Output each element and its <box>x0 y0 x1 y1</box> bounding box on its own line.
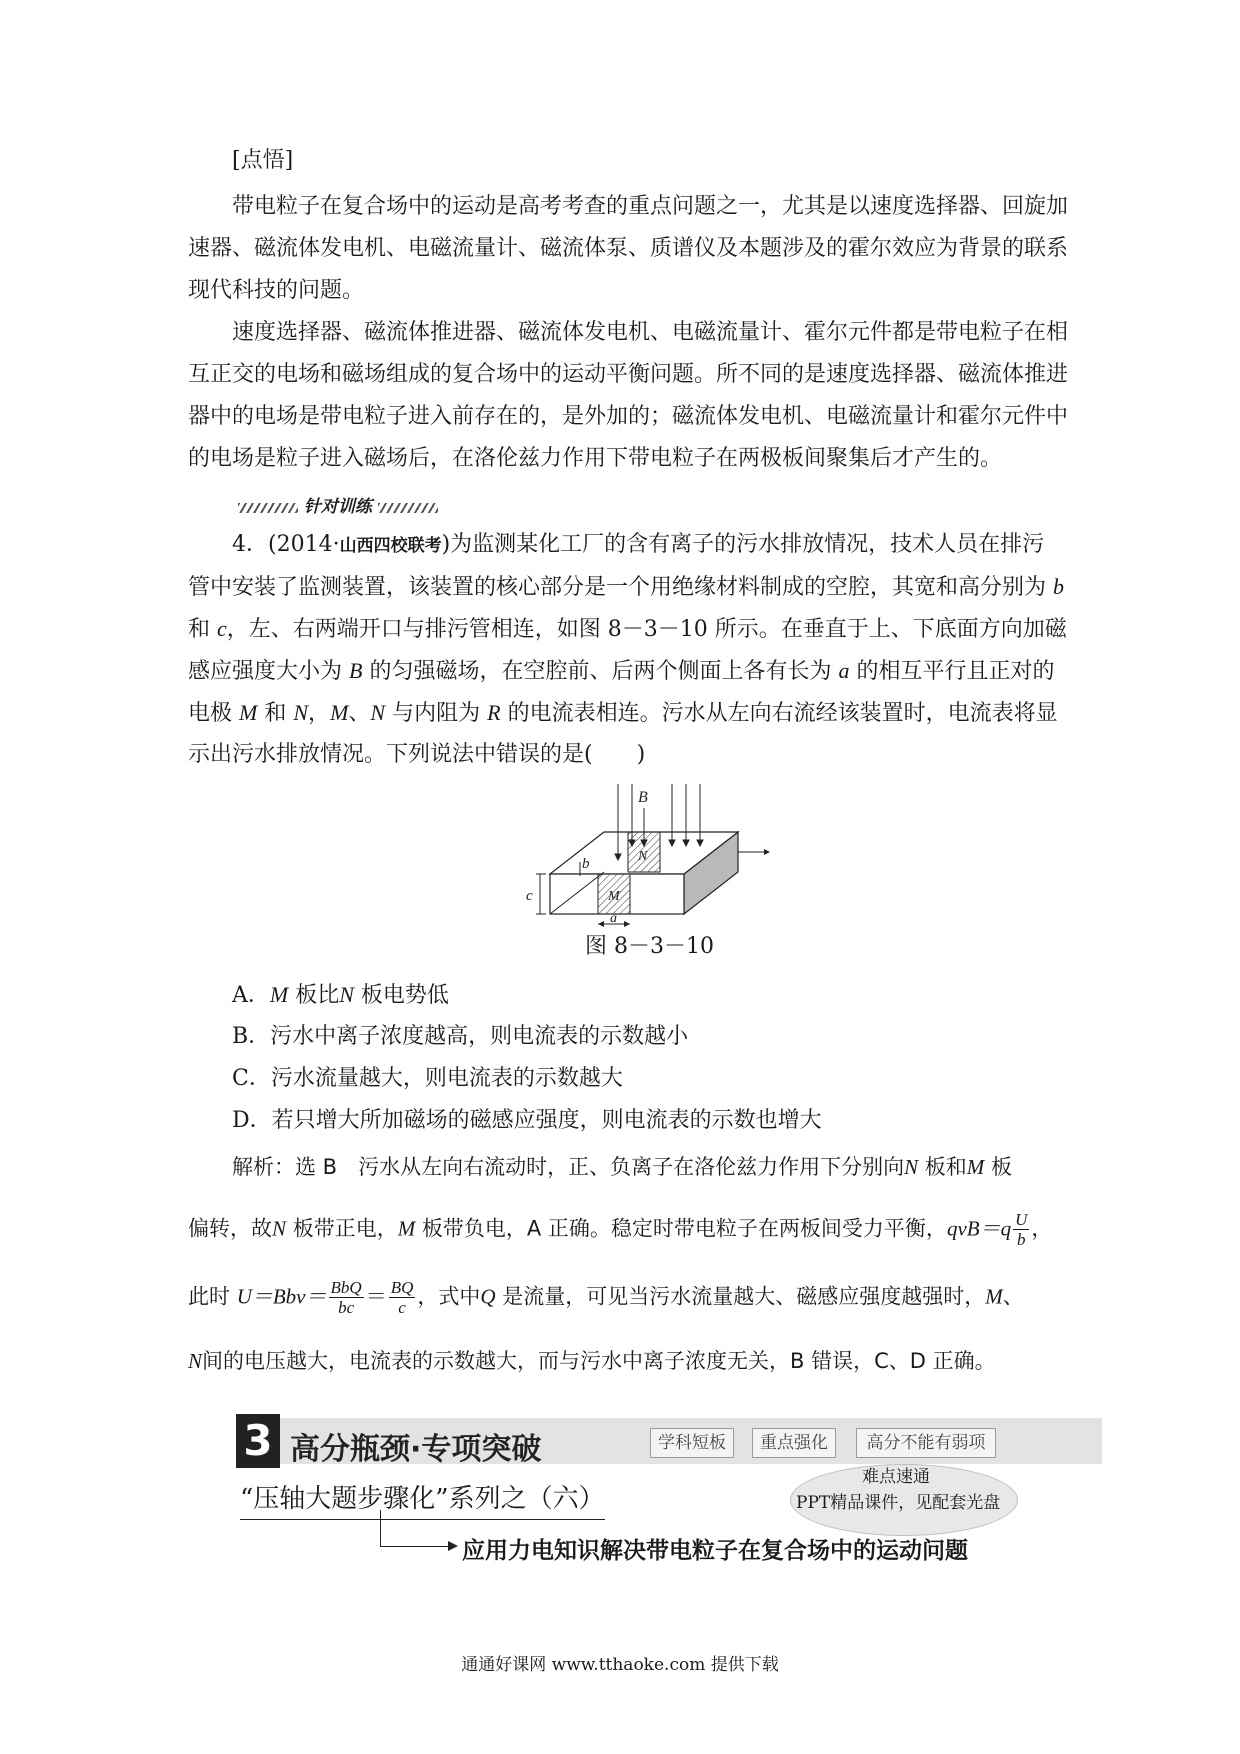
hatch-decoration <box>378 503 438 513</box>
footer-text: 通通好课网 www.tthaoke.com 提供下载 <box>461 1655 779 1675</box>
fraction-bq-over-c: $\frac{BQ}{c}$ <box>390 1278 414 1317</box>
question-line: 管中安装了监测装置，该装置的核心部分是一个用绝缘材料制成的空腔，其宽和高分别为 b <box>188 574 1065 600</box>
fraction-bbq-over-bc: $\frac{\text{BbQ}}{bc}$ <box>330 1278 362 1317</box>
option-b: B．污水中离子浓度越高，则电流表的示数越小 <box>232 1024 689 1049</box>
analysis-line: 解析：选 B 污水从左向右流动时，正、负离子在洛伦兹力作用下分别向N 板和M 板 <box>232 1155 1012 1179</box>
section-number-badge: 3 <box>236 1414 280 1468</box>
label-m: M <box>608 889 620 904</box>
chip-subject-weakness: 学科短板 <box>650 1428 734 1458</box>
bubble-line-2: PPT精品课件，见配套光盘 <box>796 1493 1001 1513</box>
option-c: C．污水流量越大，则电流表的示数越大 <box>232 1066 623 1091</box>
arrow-right-icon <box>448 1541 458 1551</box>
section-banner <box>236 1416 1102 1467</box>
question-line: 电极 M 和 N，M、N 与内阻为 R 的电流表相连。污水从左向右流经该装置时，电流表将显 <box>188 700 1058 726</box>
paragraph-line: 速器、磁流体发电机、电磁流量计、磁流体泵、质谱仪及本题涉及的霍尔效应为背景的联系 <box>188 236 1069 261</box>
banner-title: 高分瓶颈·专项突破 <box>290 1432 542 1467</box>
question-source: 山西四校联考 <box>339 536 442 556</box>
analysis-line: 偏转，故N 板带正电，M 板带负电，A 正确。稳定时带电粒子在两板间受力平衡，qvB＝q $\frac{U}{b}$ ， <box>188 1210 1053 1249</box>
training-label: 针对训练 <box>238 492 438 517</box>
hatch-decoration <box>238 503 298 513</box>
bubble-line-1: 难点速通 <box>862 1467 930 1487</box>
paragraph-line: 速度选择器、磁流体推进器、磁流体发电机、电磁流量计、霍尔元件都是带电粒子在相 <box>232 320 1069 345</box>
label-c: c <box>526 888 533 904</box>
question-line: 4．(2014·山西四校联考)为监测某化工厂的含有离子的污水排放情况，技术人员在排污 <box>232 532 1045 557</box>
section-heading-dianwu: [点悟] <box>232 148 294 173</box>
fraction-u-over-b: $\frac{U}{b}$ <box>1015 1210 1028 1249</box>
paragraph-line: 带电粒子在复合场中的运动是高考考查的重点问题之一，尤其是以速度选择器、回旋加 <box>232 194 1069 219</box>
option-a: A．M 板比N 板电势低 <box>232 982 449 1008</box>
figure-flow-meter-diagram <box>520 780 780 930</box>
label-b: b <box>582 856 590 872</box>
paragraph-line: 器中的电场是带电粒子进入前存在的，是外加的；磁流体发电机、电磁流量计和霍尔元件中 <box>188 404 1069 429</box>
analysis-line: N间的电压越大，电流表的示数越大，而与污水中离子浓度无关，B 错误，C、D 正确。 <box>188 1349 996 1373</box>
series-title: “压轴大题步骤化”系列之（六） <box>240 1478 605 1520</box>
label-b-field: B <box>638 789 648 806</box>
label-a: a <box>610 911 617 926</box>
arrow-topic-text: 应用力电知识解决带电粒子在复合场中的运动问题 <box>462 1538 968 1564</box>
chip-no-weakness: 高分不能有弱项 <box>856 1428 996 1458</box>
option-d: D．若只增大所加磁场的磁感应强度，则电流表的示数也增大 <box>232 1108 822 1133</box>
question-line: 和 c，左、右两端开口与排污管相连，如图 8－3－10 所示。在垂直于上、下底面方向加磁 <box>188 616 1067 642</box>
paragraph-line: 互正交的电场和磁场组成的复合场中的运动平衡问题。所不同的是速度选择器、磁流体推进 <box>188 362 1069 387</box>
question-line: 示出污水排放情况。下列说法中错误的是( ) <box>188 742 646 767</box>
question-line: 感应强度大小为 B 的匀强磁场，在空腔前、后两个侧面上各有长为 a 的相互平行且正对的 <box>188 658 1055 684</box>
analysis-line: 此时 U＝Bbv＝ $\frac{\text{BbQ}}{bc}$ ＝ $\frac{BQ}{c}$ ，式中Q 是流量，可见当污水流量越大、磁感应强度越强时，M、 <box>188 1278 1024 1317</box>
chip-key-strengthening: 重点强化 <box>752 1428 836 1458</box>
paragraph-line: 现代科技的问题。 <box>188 278 365 303</box>
figure-caption: 图 8－3－10 <box>585 934 714 959</box>
paragraph-line: 的电场是粒子进入磁场后，在洛伦兹力作用下带电粒子在两极板间聚集后才产生的。 <box>188 446 1003 471</box>
label-n: N <box>638 849 648 864</box>
connector-line <box>380 1510 451 1547</box>
